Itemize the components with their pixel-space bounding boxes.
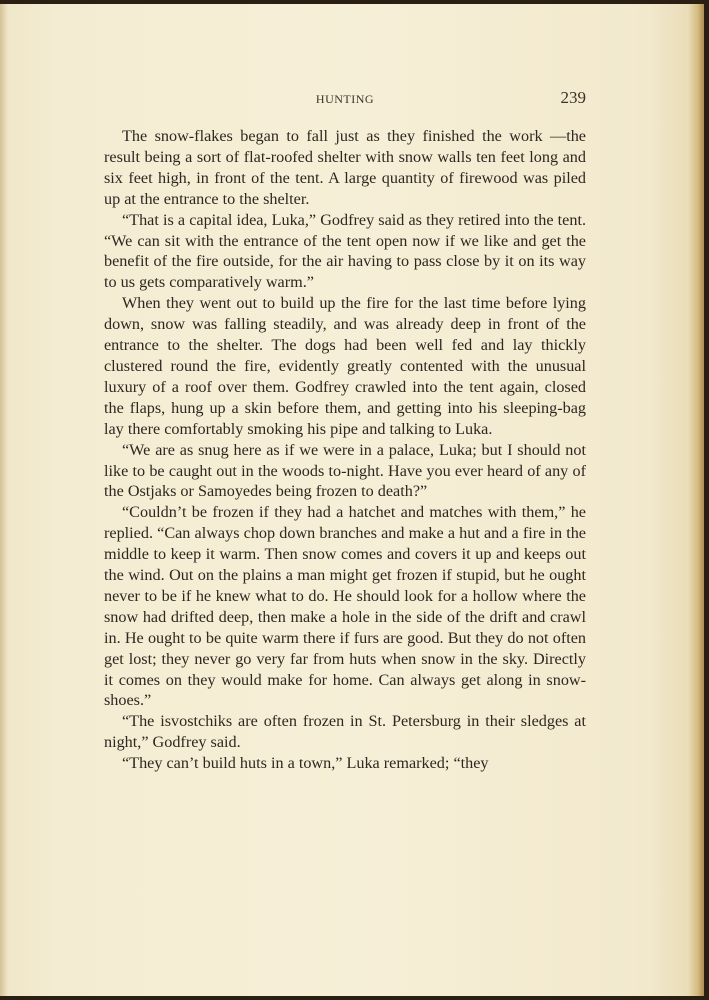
page-header <box>104 88 586 112</box>
paragraph-4: “We are as snug here as if we were in a palace, Luka; but I should not like to be caught out in the woods to-night. Have you ever heard of any of the Ostjaks or Samoyedes being frozen to death?” <box>104 440 586 501</box>
paragraph-1: The snow-flakes began to fall just as they finished the work —the result being a sort of flat-roofed shelter with snow walls ten feet long and six feet high, in front of the tent. A large quantity of firewood was piled up at the entrance to the shelter. <box>104 127 586 208</box>
paragraph-6: “The isvostchiks are often frozen in St. Petersburg in their sledges at night,” Godfrey said. <box>104 712 586 752</box>
paragraph-3: When they went out to build up the fire for the last time before lying down, snow was falling steadily, and was already deep in front of the entrance to the shelter. The dogs had been well fed and lay thickly clustered round the fire, evidently greatly contented with the unusual luxury of a roof over them. Godfrey crawled into the tent again, closed the flaps, hung up a skin before them, and getting into his sleeping-bag lay there comfortably smoking his pipe and talking to Luka. <box>104 294 586 438</box>
paragraph-5: “Couldn’t be frozen if they had a hatchet and matches with them,” he replied. “Can always chop down branches and make a hut and a fire in the middle to keep it warm. Then snow comes and covers it up and keeps out the wind. Out on the plains a man might get frozen if stupid, but he ought never to be if he knew what to do. He should look for a hollow where the snow had drifted deep, then make a hole in the side of the drift and crawl in. He ought to be quite warm there if furs are good. But they do not often get lost; they never go very far from huts when snow in the sky. Directly it comes on they would make for home. Can always get along in snow-shoes.” <box>104 503 586 710</box>
page-number: 239 <box>560 88 586 107</box>
paragraph-7: “They can’t build huts in a town,” Luka remarked; “they <box>122 754 489 773</box>
paragraph-2: “That is a capital idea, Luka,” Godfrey said as they retired into the tent. “We can sit with the entrance of the tent open now if we like and get the benefit of the fire outside, for the air having to pass close by it on its way to us gets comparatively warm.” <box>104 210 586 292</box>
book-page <box>0 4 704 996</box>
page-right-edge-shading <box>688 4 704 996</box>
running-head: HUNTING <box>315 92 375 106</box>
body-text <box>104 126 586 774</box>
page-left-edge-shading <box>0 4 8 996</box>
